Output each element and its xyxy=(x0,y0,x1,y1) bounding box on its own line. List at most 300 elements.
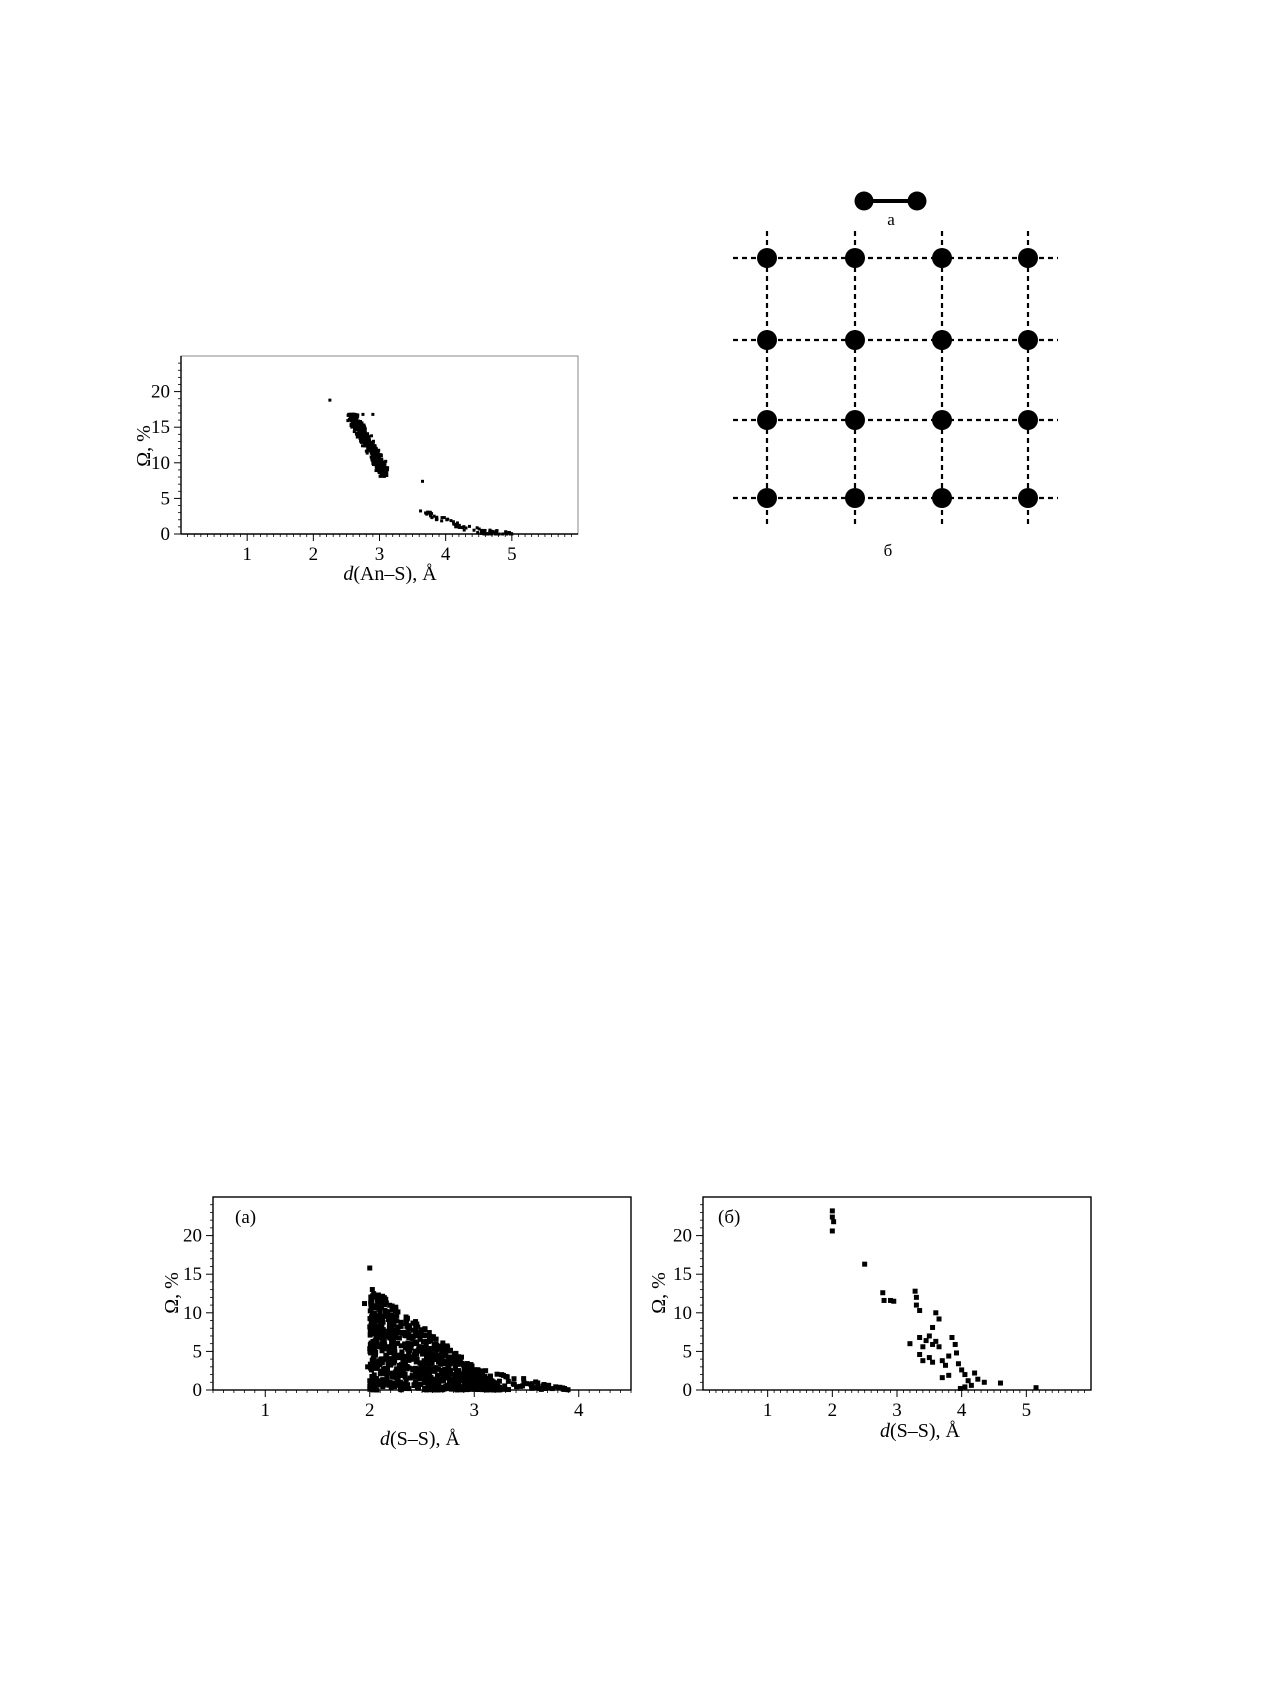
data-point xyxy=(368,1302,373,1307)
data-point xyxy=(328,399,331,402)
data-point xyxy=(439,1351,444,1356)
lattice-node xyxy=(932,330,952,350)
data-point xyxy=(862,1262,867,1267)
lattice-node xyxy=(1018,410,1038,430)
data-point xyxy=(382,470,385,473)
data-point xyxy=(354,423,357,426)
data-point xyxy=(385,1360,390,1365)
data-point xyxy=(453,1366,458,1371)
data-point xyxy=(422,1387,427,1392)
data-point xyxy=(376,1304,381,1309)
data-point xyxy=(401,1355,406,1360)
data-point xyxy=(381,1332,386,1337)
panel-label: (а) xyxy=(235,1207,257,1228)
data-point xyxy=(406,1386,411,1391)
data-point xyxy=(424,511,427,514)
data-point xyxy=(831,1219,836,1224)
y-tick-label: 15 xyxy=(151,417,170,439)
y-tick-label: 5 xyxy=(192,1341,202,1363)
data-point xyxy=(446,518,449,521)
data-point xyxy=(381,465,384,468)
data-point xyxy=(443,1360,448,1365)
data-point xyxy=(378,468,381,471)
data-point xyxy=(891,1299,896,1304)
data-point xyxy=(362,1301,367,1306)
lattice-node xyxy=(845,248,865,268)
data-point xyxy=(543,1386,548,1391)
y-tick-label: 10 xyxy=(183,1302,202,1324)
data-point xyxy=(426,1386,431,1391)
y-tick-label: 0 xyxy=(682,1380,692,1401)
lattice-node xyxy=(757,488,777,508)
lattice-node xyxy=(845,330,865,350)
data-point xyxy=(524,1381,529,1386)
data-point xyxy=(933,1339,938,1344)
x-axis-label: d(S–S), Å xyxy=(879,1420,961,1442)
data-point xyxy=(367,1324,372,1329)
y-tick-label: 10 xyxy=(673,1302,692,1324)
data-point xyxy=(371,413,374,416)
data-point xyxy=(347,414,350,417)
data-point xyxy=(394,1313,399,1318)
data-point xyxy=(399,1324,404,1329)
scatter-chart-an-s xyxy=(133,356,578,585)
data-point xyxy=(927,1355,932,1360)
data-point xyxy=(917,1352,922,1357)
x-tick-label: 2 xyxy=(308,544,319,565)
data-point xyxy=(399,1384,404,1389)
data-point xyxy=(448,1348,453,1353)
data-point xyxy=(423,1359,428,1364)
data-point xyxy=(352,421,355,424)
data-point xyxy=(478,527,481,530)
y-tick-label: 20 xyxy=(151,381,170,403)
data-point xyxy=(530,1381,535,1386)
x-tick-label: 1 xyxy=(260,1400,270,1421)
x-tick-label: 2 xyxy=(827,1400,838,1421)
data-point xyxy=(380,1342,385,1347)
plot-frame xyxy=(181,356,578,534)
data-point xyxy=(380,459,383,462)
data-point xyxy=(367,1266,372,1271)
data-point xyxy=(373,452,376,455)
data-point xyxy=(434,1347,439,1352)
data-point xyxy=(880,1290,885,1295)
data-point xyxy=(385,1367,390,1372)
data-point xyxy=(448,1361,453,1366)
lattice-node xyxy=(932,248,952,268)
data-point xyxy=(465,1379,470,1384)
data-point xyxy=(488,1374,493,1379)
data-point xyxy=(937,1316,942,1321)
x-tick-label: 4 xyxy=(574,1400,584,1421)
data-point xyxy=(389,1313,394,1318)
lattice-node xyxy=(757,248,777,268)
x-tick-label: 1 xyxy=(242,544,252,565)
x-axis-label: d(An–S), Å xyxy=(343,563,437,585)
y-axis-label: Ω, % xyxy=(161,1272,183,1314)
data-point xyxy=(486,1385,491,1390)
data-point xyxy=(914,1303,919,1308)
data-point xyxy=(373,1360,378,1365)
data-point xyxy=(353,430,356,433)
data-point xyxy=(394,1335,399,1340)
x-tick-label: 4 xyxy=(956,1400,967,1421)
data-point xyxy=(419,509,422,512)
data-point xyxy=(430,512,433,515)
data-point xyxy=(483,1368,488,1373)
data-point xyxy=(975,1377,980,1382)
data-point xyxy=(940,1358,945,1363)
data-point xyxy=(392,1384,397,1389)
data-point xyxy=(361,444,364,447)
data-point xyxy=(377,458,380,461)
data-point xyxy=(374,1366,379,1371)
data-point xyxy=(406,1349,411,1354)
data-point xyxy=(512,1382,517,1387)
data-point xyxy=(357,431,360,434)
data-point xyxy=(480,529,483,532)
data-point xyxy=(962,1372,967,1377)
data-point xyxy=(467,1365,472,1370)
x-tick-label: 1 xyxy=(762,1400,773,1421)
data-point xyxy=(346,419,349,422)
data-point xyxy=(463,1374,468,1379)
data-point xyxy=(374,1326,379,1331)
data-point xyxy=(440,519,443,522)
lattice-node xyxy=(1018,488,1038,508)
data-point xyxy=(998,1381,1003,1386)
data-point xyxy=(468,525,471,528)
x-tick-label: 5 xyxy=(507,544,517,565)
data-point xyxy=(371,444,374,447)
data-point xyxy=(419,1327,424,1332)
data-point xyxy=(455,1387,460,1392)
data-point xyxy=(380,1356,385,1361)
data-point xyxy=(407,1342,412,1347)
data-point xyxy=(917,1335,922,1340)
data-point xyxy=(927,1333,932,1338)
data-point xyxy=(405,1316,410,1321)
data-point xyxy=(368,445,371,448)
data-point xyxy=(377,1336,382,1341)
y-tick-label: 10 xyxy=(151,452,170,474)
data-point xyxy=(350,424,353,427)
data-point xyxy=(416,1374,421,1379)
y-axis-label: Ω, % xyxy=(648,1272,670,1314)
data-point xyxy=(982,1380,987,1385)
data-point xyxy=(452,1377,457,1382)
data-point xyxy=(367,442,370,445)
data-point xyxy=(383,1299,388,1304)
data-point xyxy=(379,1321,384,1326)
y-tick-label: 0 xyxy=(192,1380,202,1401)
data-point xyxy=(394,1375,399,1380)
data-point xyxy=(481,1385,486,1390)
data-point xyxy=(499,1372,504,1377)
data-point xyxy=(413,1324,418,1329)
data-point xyxy=(479,1376,484,1381)
y-tick-label: 5 xyxy=(160,488,170,510)
lattice-node xyxy=(757,410,777,430)
data-point xyxy=(497,533,500,536)
x-tick-label: 3 xyxy=(892,1400,902,1421)
data-point xyxy=(429,1381,434,1386)
y-tick-label: 20 xyxy=(183,1225,202,1247)
data-point xyxy=(913,1289,918,1294)
data-point xyxy=(452,520,455,523)
data-point xyxy=(373,1353,378,1358)
data-point xyxy=(1034,1385,1039,1390)
data-point xyxy=(393,1308,398,1313)
data-point xyxy=(361,413,364,416)
data-point xyxy=(376,1296,381,1301)
data-point xyxy=(882,1298,887,1303)
y-tick-label: 0 xyxy=(160,524,170,545)
data-point xyxy=(362,434,365,437)
data-point xyxy=(416,1386,421,1391)
data-point xyxy=(920,1358,925,1363)
data-point xyxy=(954,1350,959,1355)
data-point xyxy=(501,533,504,536)
data-point xyxy=(402,1341,407,1346)
diagram-label-a: а xyxy=(887,210,895,229)
data-point xyxy=(370,434,373,437)
data-point xyxy=(371,448,374,451)
data-point xyxy=(432,1369,437,1374)
lattice-node xyxy=(932,488,952,508)
data-point xyxy=(362,429,365,432)
lattice-nodes xyxy=(757,248,1038,508)
data-point xyxy=(907,1341,912,1346)
data-point xyxy=(491,530,494,533)
data-point xyxy=(504,1374,509,1379)
data-point xyxy=(497,1379,502,1384)
data-point xyxy=(434,1357,439,1362)
data-point xyxy=(433,515,436,518)
data-point xyxy=(490,1380,495,1385)
data-point xyxy=(371,462,374,465)
data-point xyxy=(435,1387,440,1392)
data-point xyxy=(535,1380,540,1385)
lattice-node xyxy=(1018,248,1038,268)
data-point xyxy=(391,1341,396,1346)
panel-label: (б) xyxy=(718,1207,741,1228)
data-point xyxy=(972,1371,977,1376)
data-point xyxy=(956,1361,961,1366)
data-point xyxy=(368,1350,373,1355)
data-point xyxy=(550,1386,555,1391)
data-point xyxy=(382,1314,387,1319)
data-point xyxy=(410,1373,415,1378)
data-point xyxy=(368,449,371,452)
data-point xyxy=(930,1325,935,1330)
data-point xyxy=(486,533,489,536)
data-point xyxy=(384,1376,389,1381)
data-point xyxy=(375,466,378,469)
data-point xyxy=(382,1346,387,1351)
data-point xyxy=(559,1385,564,1390)
data-point xyxy=(943,1363,948,1368)
x-tick-label: 3 xyxy=(469,1400,479,1421)
data-point xyxy=(430,1360,435,1365)
data-point xyxy=(394,1366,399,1371)
data-point xyxy=(388,1350,393,1355)
data-point xyxy=(510,532,513,535)
data-point xyxy=(434,1337,439,1342)
data-point xyxy=(366,452,369,455)
data-point xyxy=(495,1372,500,1377)
data-point xyxy=(375,461,378,464)
data-point xyxy=(413,1339,418,1344)
data-point xyxy=(370,1312,375,1317)
dimer-molecule xyxy=(855,192,927,211)
data-point xyxy=(473,529,476,532)
data-point xyxy=(446,1367,451,1372)
data-point xyxy=(350,417,353,420)
data-point xyxy=(479,1368,484,1373)
data-point xyxy=(371,1319,376,1324)
data-point xyxy=(946,1373,951,1378)
data-point xyxy=(369,1341,374,1346)
data-point xyxy=(434,1343,439,1348)
data-point xyxy=(389,1329,394,1334)
data-point xyxy=(356,428,359,431)
data-point xyxy=(506,1379,511,1384)
data-point xyxy=(363,425,366,428)
plot-frame xyxy=(703,1197,1091,1390)
data-point xyxy=(372,441,375,444)
y-tick-label: 5 xyxy=(682,1341,692,1363)
data-point xyxy=(359,440,362,443)
data-point xyxy=(435,517,438,520)
data-point xyxy=(914,1295,919,1300)
lattice-node xyxy=(757,330,777,350)
data-point xyxy=(406,1335,411,1340)
data-point xyxy=(428,1354,433,1359)
data-point xyxy=(438,1362,443,1367)
data-point xyxy=(403,1372,408,1377)
x-tick-label: 3 xyxy=(374,544,385,565)
lattice-grid-lines xyxy=(733,231,1058,528)
y-axis-label: Ω, % xyxy=(133,425,155,467)
data-point xyxy=(917,1308,922,1313)
data-point xyxy=(930,1360,935,1365)
data-point xyxy=(830,1228,835,1233)
data-point xyxy=(494,532,497,535)
data-point xyxy=(426,1368,431,1373)
data-point xyxy=(398,1330,403,1335)
data-point xyxy=(364,444,367,447)
data-point xyxy=(379,453,382,456)
data-point xyxy=(456,521,459,524)
data-point xyxy=(417,1368,422,1373)
data-point xyxy=(412,1382,417,1387)
data-point xyxy=(937,1344,942,1349)
x-tick-label: 2 xyxy=(365,1400,375,1421)
data-point xyxy=(421,480,424,483)
data-point xyxy=(441,1373,446,1378)
x-axis-label: d(S–S), Å xyxy=(379,1428,461,1450)
data-point xyxy=(360,425,363,428)
data-point xyxy=(442,1367,447,1372)
data-point xyxy=(443,516,446,519)
data-point xyxy=(371,1331,376,1336)
data-point xyxy=(454,1356,459,1361)
data-point xyxy=(969,1383,974,1388)
lattice-node xyxy=(932,410,952,430)
data-point xyxy=(496,1385,501,1390)
data-point xyxy=(924,1338,929,1343)
data-point xyxy=(383,475,386,478)
data-point xyxy=(382,1308,387,1313)
data-point xyxy=(448,1355,453,1360)
data-point xyxy=(946,1354,951,1359)
data-point xyxy=(436,1377,441,1382)
x-tick-label: 5 xyxy=(1021,1400,1032,1421)
x-tick-label: 4 xyxy=(440,544,451,565)
data-point xyxy=(356,413,359,416)
data-point xyxy=(365,1364,370,1369)
data-point xyxy=(502,1386,507,1391)
data-point xyxy=(418,1337,423,1342)
data-point xyxy=(388,1321,393,1326)
data-point xyxy=(361,421,364,424)
y-tick-label: 20 xyxy=(673,1225,692,1247)
data-point xyxy=(396,1353,401,1358)
diagram-label-b: б xyxy=(883,541,893,560)
data-point xyxy=(370,1293,375,1298)
data-point xyxy=(966,1378,971,1383)
data-point xyxy=(440,1340,445,1345)
data-point xyxy=(953,1342,958,1347)
data-point xyxy=(377,449,380,452)
data-point xyxy=(458,526,461,529)
data-point xyxy=(483,533,486,536)
data-point xyxy=(383,1371,388,1376)
data-point xyxy=(415,1348,420,1353)
data-point xyxy=(830,1215,835,1220)
data-point xyxy=(404,1324,409,1329)
data-point xyxy=(940,1375,945,1380)
data-point xyxy=(512,1376,517,1381)
data-point xyxy=(425,1347,430,1352)
data-point xyxy=(468,1386,473,1391)
y-tick-label: 15 xyxy=(183,1264,202,1286)
lattice-node xyxy=(1018,330,1038,350)
data-point xyxy=(371,1387,376,1392)
data-point xyxy=(371,457,374,460)
lattice-diagram xyxy=(733,192,1058,561)
data-point xyxy=(830,1208,835,1213)
data-point xyxy=(402,1363,407,1368)
data-point xyxy=(962,1384,967,1389)
data-point xyxy=(427,1334,432,1339)
data-point xyxy=(461,1384,466,1389)
data-point xyxy=(373,1379,378,1384)
data-point xyxy=(505,533,508,536)
data-point xyxy=(352,413,355,416)
data-point xyxy=(465,526,468,529)
data-point xyxy=(472,1372,477,1377)
data-point xyxy=(949,1335,954,1340)
scatter-chart-s-s-a xyxy=(161,1197,631,1450)
data-point xyxy=(476,531,479,534)
data-point xyxy=(380,1384,385,1389)
data-point xyxy=(422,1380,427,1385)
data-point xyxy=(484,529,487,532)
data-point xyxy=(933,1310,938,1315)
